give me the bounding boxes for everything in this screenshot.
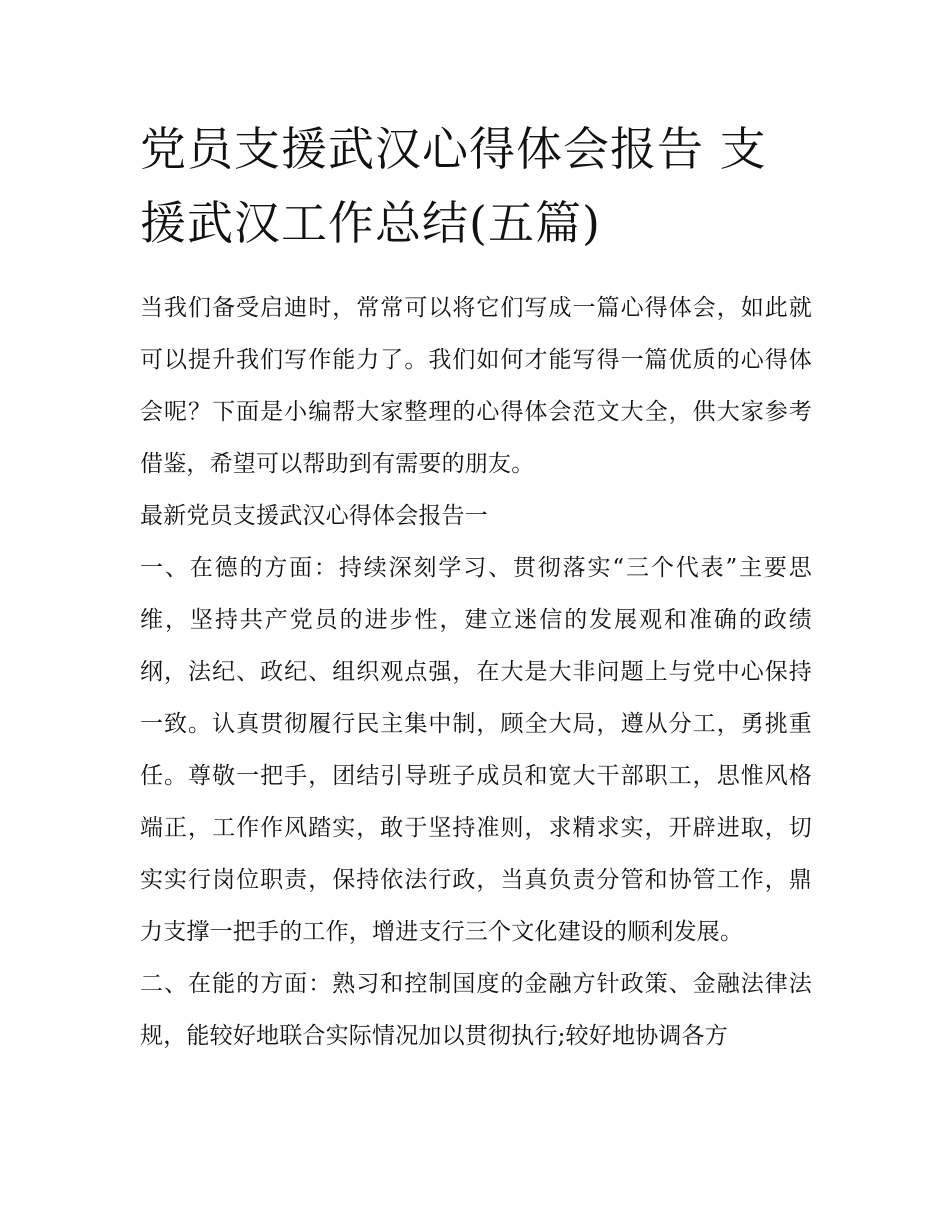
section-two-paragraph: 二、在能的方面：熟习和控制国度的金融方针政策、金融法律法规，能较好地联合实际情况加以贯彻执行;较好地协调各方 <box>140 971 812 1049</box>
intro-paragraph: 当我们备受启迪时，常常可以将它们写成一篇心得体会，如此就可以提升我们写作能力了。我们如何才能写得一篇优质的心得体会呢？下面是小编帮大家整理的心得体会范文大全，供大家参考借鉴，希望可以帮助到有需要的朋友。 <box>140 295 812 477</box>
document-title: 党员支援武汉心得体会报告 支援武汉工作总结(五篇) <box>140 122 767 250</box>
document-body <box>140 112 812 1062</box>
report-subheading: 最新党员支援武汉心得体会报告一 <box>140 503 488 529</box>
section-one-paragraph: 一、在德的方面：持续深刻学习、贯彻落实“三个代表”主要思维，坚持共产党员的进步性，建立迷信的发展观和准确的政绩纲，法纪、政纪、组织观点强，在大是大非问题上与党中心保持一致。认真贯彻履行民主集中制，顾全大局，遵从分工，勇挑重任。尊敬一把手，团结引导班子成员和宽大干部职工，思惟风格端正，工作作风踏实，敢于坚持准则，求精求实，开辟进取，切实实行岗位职责，保持依法行政，当真负责分管和协管工作，鼎力支撑一把手的工作，增进支行三个文化建设的顺利发展。 <box>140 555 812 945</box>
